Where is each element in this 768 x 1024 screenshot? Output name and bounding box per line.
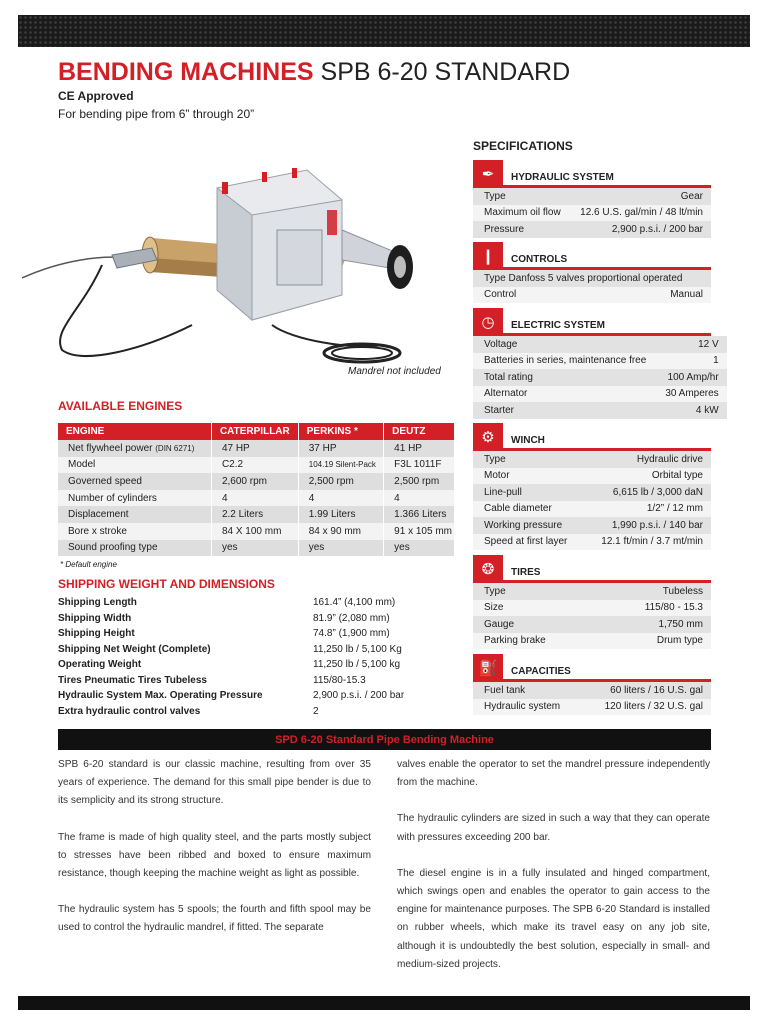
body-right-column xyxy=(397,756,710,992)
cell-deutz: 1.366 Liters xyxy=(384,506,454,523)
spec-controls xyxy=(473,242,711,303)
ce-approved-label: CE Approved xyxy=(58,89,134,103)
table-row xyxy=(58,457,454,474)
title-bold: BENDING MACHINES xyxy=(58,58,314,86)
ship-value: 11,250 lb / 5,100 kg xyxy=(313,659,401,671)
spec-label: Size xyxy=(473,600,595,617)
fuel-nozzle-icon: ⛽ xyxy=(473,654,503,682)
spec-value: 1,750 mm xyxy=(595,616,711,633)
ship-value: 115/80-15.3 xyxy=(313,674,366,686)
cell-caterpillar: 84 X 100 mm xyxy=(211,523,298,540)
spec-label: Fuel tank xyxy=(473,682,580,699)
engines-col-deutz: DEUTZ xyxy=(384,423,454,440)
spec-label: Pressure xyxy=(473,221,569,238)
table-row xyxy=(473,517,711,534)
specifications-heading: SPECIFICATIONS xyxy=(473,139,573,153)
ship-value: 74.8” (1,900 mm) xyxy=(313,628,390,640)
body-paragraph: The frame is made of high quality steel, and the parts mostly subject to stresses have been ribbed and boxed to ensure maximum resistance, though keeping the machine weight as light as possible. xyxy=(58,831,371,880)
engines-heading: AVAILABLE ENGINES xyxy=(58,399,183,413)
spec-label: Speed at first layer xyxy=(473,534,582,551)
row-label: Model xyxy=(58,457,211,474)
ship-value: 2 xyxy=(313,705,319,717)
table-row xyxy=(473,583,711,600)
cell-perkins: 2,500 rpm xyxy=(298,473,383,490)
engines-col-caterpillar: CATERPILLAR xyxy=(211,423,298,440)
spec-label: Gauge xyxy=(473,616,595,633)
spec-value: 30 Amperes xyxy=(654,386,726,403)
spec-value: 1,990 p.s.i. / 140 bar xyxy=(582,517,711,534)
row-label: Sound proofing type xyxy=(58,540,211,557)
engines-col-engine: ENGINE xyxy=(58,423,211,440)
body-paragraph: The hydraulic system has 5 spools; the fourth and fifth spool may be used to control the hydraulic mandrel, if fitted. The separate xyxy=(58,904,371,934)
ship-value: 161.4” (4,100 mm) xyxy=(313,597,396,609)
spec-value: Hydraulic drive xyxy=(582,451,711,468)
engines-header-row xyxy=(58,423,454,440)
row-label: Bore x stroke xyxy=(58,523,211,540)
tire-icon: ❂ xyxy=(473,555,503,583)
table-row xyxy=(58,626,458,642)
spec-capacities xyxy=(473,654,711,715)
table-row xyxy=(473,600,711,617)
spec-value: 4 kW xyxy=(654,402,726,419)
default-engine-note: * Default engine xyxy=(60,560,117,569)
ship-value: 2,900 p.s.i. / 200 bar xyxy=(313,690,405,702)
spec-value: 2,900 p.s.i. / 200 bar xyxy=(569,221,711,238)
spec-label: Voltage xyxy=(473,336,654,353)
gauge-icon: ◷ xyxy=(473,308,503,336)
table-row xyxy=(58,704,458,720)
table-row xyxy=(473,188,711,205)
row-label: Governed speed xyxy=(58,473,211,490)
table-row xyxy=(58,440,454,457)
ship-label: Extra hydraulic control valves xyxy=(58,705,201,717)
cell-caterpillar: 47 HP xyxy=(211,440,298,457)
table-row xyxy=(58,506,454,523)
spec-value: 60 liters / 16 U.S. gal xyxy=(580,682,711,699)
row-label: Number of cylinders xyxy=(58,490,211,507)
table-row xyxy=(473,616,711,633)
table-row xyxy=(58,642,458,658)
joystick-icon: ❙ xyxy=(473,242,503,270)
table-row xyxy=(473,221,711,238)
cell-perkins: 84 x 90 mm xyxy=(298,523,383,540)
spec-tires xyxy=(473,555,711,649)
cell-caterpillar: 4 xyxy=(211,490,298,507)
spec-tires-title: TIRES xyxy=(503,563,711,583)
engines-table xyxy=(58,423,454,556)
ship-label: Shipping Width xyxy=(58,612,132,624)
table-row xyxy=(58,688,458,704)
spec-value: 1 xyxy=(654,353,726,370)
spec-electric xyxy=(473,308,719,419)
spec-controls-title: CONTROLS xyxy=(503,250,711,270)
spec-capacities-title: CAPACITIES xyxy=(503,662,711,682)
spec-winch-title: WINCH xyxy=(503,431,711,451)
spec-label: Total rating xyxy=(473,369,654,386)
cell-caterpillar: 2.2 Liters xyxy=(211,506,298,523)
cell-deutz: 91 x 105 mm xyxy=(384,523,454,540)
table-row xyxy=(473,484,711,501)
bottom-bar xyxy=(18,996,750,1010)
table-row xyxy=(473,699,711,716)
description-banner: SPD 6-20 Standard Pipe Bending Machine xyxy=(58,729,711,750)
spec-hydraulic xyxy=(473,160,711,238)
ship-label: Shipping Net Weight (Complete) xyxy=(58,643,211,655)
spec-value: 1/2” / 12 mm xyxy=(582,501,711,518)
spec-value: 100 Amp/hr xyxy=(654,369,726,386)
spec-hydraulic-title: HYDRAULIC SYSTEM xyxy=(503,168,711,188)
spec-label: Maximum oil flow xyxy=(473,205,569,222)
row-label: Displacement xyxy=(58,506,211,523)
table-row xyxy=(58,657,458,673)
body-left-column xyxy=(58,756,371,956)
spec-electric-title: ELECTRIC SYSTEM xyxy=(503,316,711,336)
table-row xyxy=(473,369,727,386)
table-row xyxy=(58,490,454,507)
cell-perkins: 1.99 Liters xyxy=(298,506,383,523)
cell-caterpillar: C2.2 xyxy=(211,457,298,474)
cell-caterpillar: 2,600 rpm xyxy=(211,473,298,490)
row-label: Net flywheel power (DIN 6271) xyxy=(58,440,211,457)
shipping-heading: SHIPPING WEIGHT AND DIMENSIONS xyxy=(58,577,275,591)
table-row xyxy=(473,682,711,699)
spec-label: Type xyxy=(473,188,569,205)
page-title xyxy=(58,58,570,87)
ship-label: Shipping Length xyxy=(58,597,137,609)
spec-value: 6,615 lb / 3,000 daN xyxy=(582,484,711,501)
spec-value: Orbital type xyxy=(582,468,711,485)
winch-icon: ⚙ xyxy=(473,423,503,451)
table-row xyxy=(473,451,711,468)
body-paragraph: The diesel engine is in a fully insulated and hinged compartment, which swings open and enables the operator to gain access to the engine for maintenance purposes. The SPB 6-20 Standard is installed on rubber wheels, which make its travel easy on any job site, although it is undoubtedly the best solution, especially in small- and medium-sized projects. xyxy=(397,867,710,970)
cell-deutz: yes xyxy=(384,540,454,557)
body-paragraph: valves enable the operator to set the mandrel pressure independently from the machine. xyxy=(397,759,710,789)
mandrel-note: Mandrel not included xyxy=(348,366,441,377)
cell-perkins: yes xyxy=(298,540,383,557)
table-row xyxy=(58,540,454,557)
shipping-table xyxy=(58,595,458,719)
ship-label: Shipping Height xyxy=(58,628,135,640)
cell-deutz: 2,500 rpm xyxy=(384,473,454,490)
ship-label: Operating Weight xyxy=(58,659,142,671)
machine-photo xyxy=(22,160,452,385)
table-row xyxy=(473,287,711,304)
cell-perkins: 37 HP xyxy=(298,440,383,457)
subtitle: For bending pipe from 6” through 20” xyxy=(58,107,255,121)
table-row xyxy=(473,468,711,485)
cell-deutz: 4 xyxy=(384,490,454,507)
table-row xyxy=(473,633,711,650)
cell-deutz: 41 HP xyxy=(384,440,454,457)
spec-label: Alternator xyxy=(473,386,654,403)
title-model: SPB 6-20 STANDARD xyxy=(313,58,571,86)
table-row xyxy=(58,473,454,490)
spec-label: Working pressure xyxy=(473,517,582,534)
spec-value: 12 V xyxy=(654,336,726,353)
table-row xyxy=(473,205,711,222)
table-row xyxy=(473,501,711,518)
spec-label: Batteries in series, maintenance free xyxy=(473,353,654,370)
hydraulic-hose-icon: ✒ xyxy=(473,160,503,188)
cell-caterpillar: yes xyxy=(211,540,298,557)
table-row xyxy=(473,353,727,370)
spec-value: 12.1 ft/min / 3.7 mt/min xyxy=(582,534,711,551)
spec-value: Drum type xyxy=(595,633,711,650)
table-row xyxy=(473,534,711,551)
ship-label: Hydraulic System Max. Operating Pressure xyxy=(58,690,263,702)
spec-value: Tubeless xyxy=(595,583,711,600)
table-row xyxy=(58,673,458,689)
spec-value: 12.6 U.S. gal/min / 48 lt/min xyxy=(569,205,711,222)
cell-perkins: 104.19 Silent-Pack xyxy=(298,457,383,474)
spec-label: Starter xyxy=(473,402,654,419)
table-row xyxy=(58,611,458,627)
table-row xyxy=(473,386,727,403)
ship-label: Tires Pneumatic Tires Tubeless xyxy=(58,674,207,686)
spec-label: Hydraulic system xyxy=(473,699,580,716)
table-row xyxy=(58,523,454,540)
spec-label: Line-pull xyxy=(473,484,582,501)
cell-deutz: F3L 1011F xyxy=(384,457,454,474)
spec-value: Manual xyxy=(591,287,711,304)
spec-value: 115/80 - 15.3 xyxy=(595,600,711,617)
top-pattern-bar xyxy=(18,15,750,47)
spec-winch xyxy=(473,423,711,550)
spec-label: Cable diameter xyxy=(473,501,582,518)
spec-label: Type xyxy=(473,583,595,600)
body-paragraph: SPB 6-20 standard is our classic machine, resulting from over 35 years of experience. The demand for this small pipe bender is due to its semplicity and its strong structure. xyxy=(58,759,371,807)
engines-col-perkins: PERKINS * xyxy=(298,423,383,440)
spec-value: 120 liters / 32 U.S. gal xyxy=(580,699,711,716)
body-paragraph: The hydraulic cylinders are sized in such a way that they can operate with pressures exceeding 200 bar. xyxy=(397,813,710,843)
table-row xyxy=(58,595,458,611)
spec-label: Motor xyxy=(473,468,582,485)
spec-label: Control xyxy=(473,287,591,304)
ship-value: 81.9” (2,080 mm) xyxy=(313,612,390,624)
ship-value: 11,250 lb / 5,100 Kg xyxy=(313,643,402,655)
table-row xyxy=(473,336,727,353)
spec-label: Type xyxy=(473,451,582,468)
spec-row-text: Type Danfoss 5 valves proportional operated xyxy=(473,270,711,287)
table-row xyxy=(473,402,727,419)
cell-perkins: 4 xyxy=(298,490,383,507)
spec-value: Gear xyxy=(569,188,711,205)
table-row xyxy=(473,270,711,287)
spec-label: Parking brake xyxy=(473,633,595,650)
